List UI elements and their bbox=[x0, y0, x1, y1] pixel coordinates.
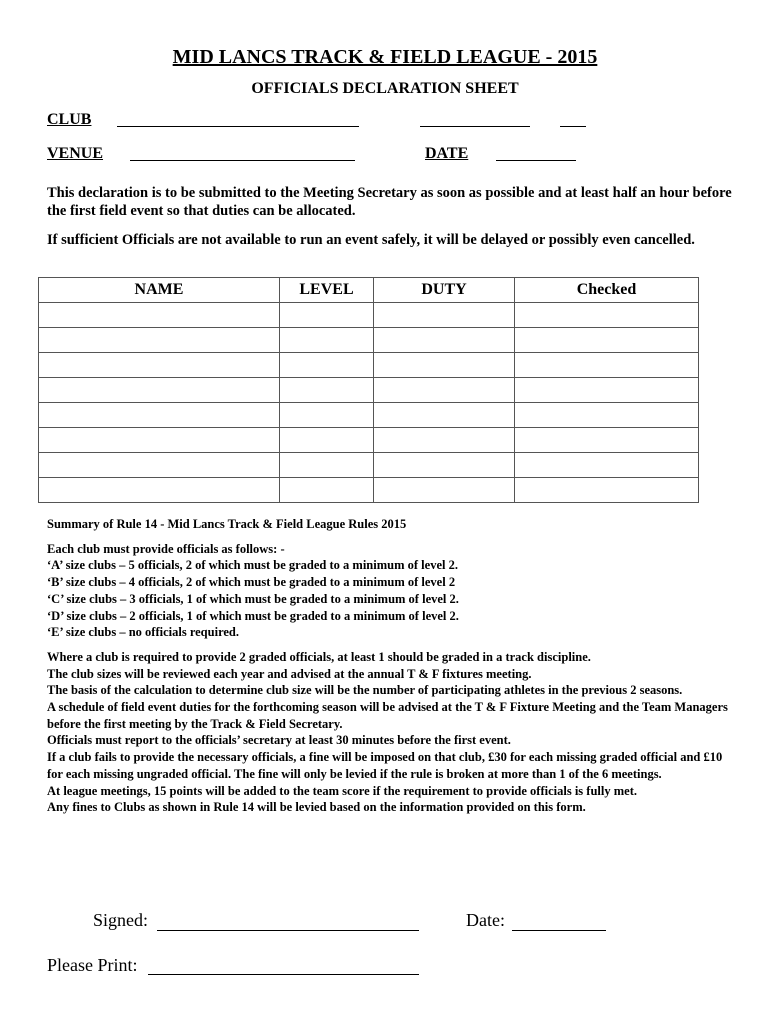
table-row bbox=[39, 328, 699, 353]
print-name-label: Please Print: bbox=[47, 955, 138, 975]
table-row bbox=[39, 303, 699, 328]
name-cell[interactable] bbox=[39, 403, 280, 428]
page-subtitle: OFFICIALS DECLARATION SHEET bbox=[251, 80, 519, 97]
checked-cell[interactable] bbox=[515, 478, 699, 503]
name-cell[interactable] bbox=[39, 478, 280, 503]
date-field-line[interactable] bbox=[496, 160, 576, 161]
signature-date-label: Date: bbox=[466, 910, 505, 930]
level-cell[interactable] bbox=[280, 428, 374, 453]
date-label: DATE bbox=[425, 145, 469, 162]
table-header-row bbox=[39, 278, 699, 303]
level-cell[interactable] bbox=[280, 478, 374, 503]
level-cell[interactable] bbox=[280, 453, 374, 478]
instruction-paragraph-2: If sufficient Officials are not available to run an event safely, it will be delayed or possibly even cancelled. bbox=[47, 232, 695, 248]
level-cell[interactable] bbox=[280, 328, 374, 353]
signed-label: Signed: bbox=[93, 910, 149, 930]
duty-cell[interactable] bbox=[374, 478, 515, 503]
duty-cell[interactable] bbox=[374, 378, 515, 403]
checked-cell[interactable] bbox=[515, 453, 699, 478]
rule-note-schedule: A schedule of field event duties for the forthcoming season will be advised at the T & F Fixture Meeting and the Team Managers before the first meeting by the Track & Field Secretary. bbox=[47, 700, 728, 731]
duty-cell[interactable] bbox=[374, 453, 515, 478]
duty-cell[interactable] bbox=[374, 353, 515, 378]
level-cell[interactable] bbox=[280, 303, 374, 328]
checked-cell[interactable] bbox=[515, 303, 699, 328]
club-size-c: ‘C’ size clubs – 3 officials, 1 of which must be graded to a minimum of level 2. bbox=[47, 591, 459, 606]
column-header-level: LEVEL bbox=[280, 278, 374, 303]
table-row bbox=[39, 403, 699, 428]
venue-field-line[interactable] bbox=[130, 160, 355, 161]
duty-cell[interactable] bbox=[374, 328, 515, 353]
duty-cell[interactable] bbox=[374, 303, 515, 328]
name-cell[interactable] bbox=[39, 378, 280, 403]
rule-note-review: The club sizes will be reviewed each year and advised at the annual T & F fixtures meeting. bbox=[47, 666, 532, 681]
level-cell[interactable] bbox=[280, 353, 374, 378]
rules-intro: Each club must provide officials as follows: - bbox=[47, 541, 285, 556]
rule-note-points: At league meetings, 15 points will be added to the team score if the requirement to provide officials is fully met. bbox=[47, 783, 637, 798]
table-row bbox=[39, 353, 699, 378]
name-cell[interactable] bbox=[39, 328, 280, 353]
page-title: MID LANCS TRACK & FIELD LEAGUE - 2015 bbox=[172, 46, 598, 68]
table-row bbox=[39, 428, 699, 453]
rule-note-basis: The basis of the calculation to determine club size will be the number of participating athletes in the previous 2 seasons. bbox=[47, 683, 683, 698]
checked-cell[interactable] bbox=[515, 403, 699, 428]
club-size-a: ‘A’ size clubs – 5 officials, 2 of which must be graded to a minimum of level 2. bbox=[47, 558, 458, 573]
club-field-line-3[interactable] bbox=[560, 126, 586, 127]
club-size-e: ‘E’ size clubs – no officials required. bbox=[47, 625, 240, 640]
duty-cell[interactable] bbox=[374, 403, 515, 428]
table-row bbox=[39, 453, 699, 478]
name-cell[interactable] bbox=[39, 303, 280, 328]
club-field-line-1[interactable] bbox=[117, 126, 359, 127]
club-field-line-2[interactable] bbox=[420, 126, 530, 127]
rules-heading: Summary of Rule 14 - Mid Lancs Track & Field League Rules 2015 bbox=[47, 517, 407, 531]
table-row bbox=[39, 378, 699, 403]
name-cell[interactable] bbox=[39, 428, 280, 453]
checked-cell[interactable] bbox=[515, 353, 699, 378]
rule-note-graded: Where a club is required to provide 2 graded officials, at least 1 should be graded in a track discipline. bbox=[47, 649, 591, 664]
officials-table-body bbox=[39, 303, 699, 503]
instruction-paragraph-1: This declaration is to be submitted to the Meeting Secretary as soon as possible and at least half an hour before the first field event so that duties can be allocated. bbox=[47, 185, 732, 219]
officials-table bbox=[38, 277, 699, 503]
venue-label: VENUE bbox=[47, 145, 104, 162]
rule-note-fine: If a club fails to provide the necessary officials, a fine will be imposed on that club, £30 for each missing graded official and £10 for each missing ungraded official. The fine will only be levied if the rule is broken at more than 1 of the 6 meetings. bbox=[47, 750, 723, 781]
level-cell[interactable] bbox=[280, 378, 374, 403]
duty-cell[interactable] bbox=[374, 428, 515, 453]
name-cell[interactable] bbox=[39, 353, 280, 378]
name-cell[interactable] bbox=[39, 453, 280, 478]
column-header-name: NAME bbox=[39, 278, 280, 303]
print-name-field-line[interactable] bbox=[148, 974, 419, 975]
level-cell[interactable] bbox=[280, 403, 374, 428]
club-size-d: ‘D’ size clubs – 2 officials, 1 of which must be graded to a minimum of level 2. bbox=[47, 608, 459, 623]
rule-note-report: Officials must report to the officials’ secretary at least 30 minutes before the first event. bbox=[47, 733, 511, 748]
checked-cell[interactable] bbox=[515, 378, 699, 403]
signature-date-field-line[interactable] bbox=[512, 930, 606, 931]
table-row bbox=[39, 478, 699, 503]
rules-summary bbox=[47, 516, 737, 816]
club-label: CLUB bbox=[47, 111, 92, 128]
club-size-b: ‘B’ size clubs – 4 officials, 2 of which must be graded to a minimum of level 2 bbox=[47, 575, 456, 590]
rule-note-levied: Any fines to Clubs as shown in Rule 14 will be levied based on the information provided on this form. bbox=[47, 800, 586, 815]
signature-field-line[interactable] bbox=[157, 930, 419, 931]
column-header-duty: DUTY bbox=[374, 278, 515, 303]
checked-cell[interactable] bbox=[515, 428, 699, 453]
checked-cell[interactable] bbox=[515, 328, 699, 353]
column-header-checked: Checked bbox=[515, 278, 699, 303]
